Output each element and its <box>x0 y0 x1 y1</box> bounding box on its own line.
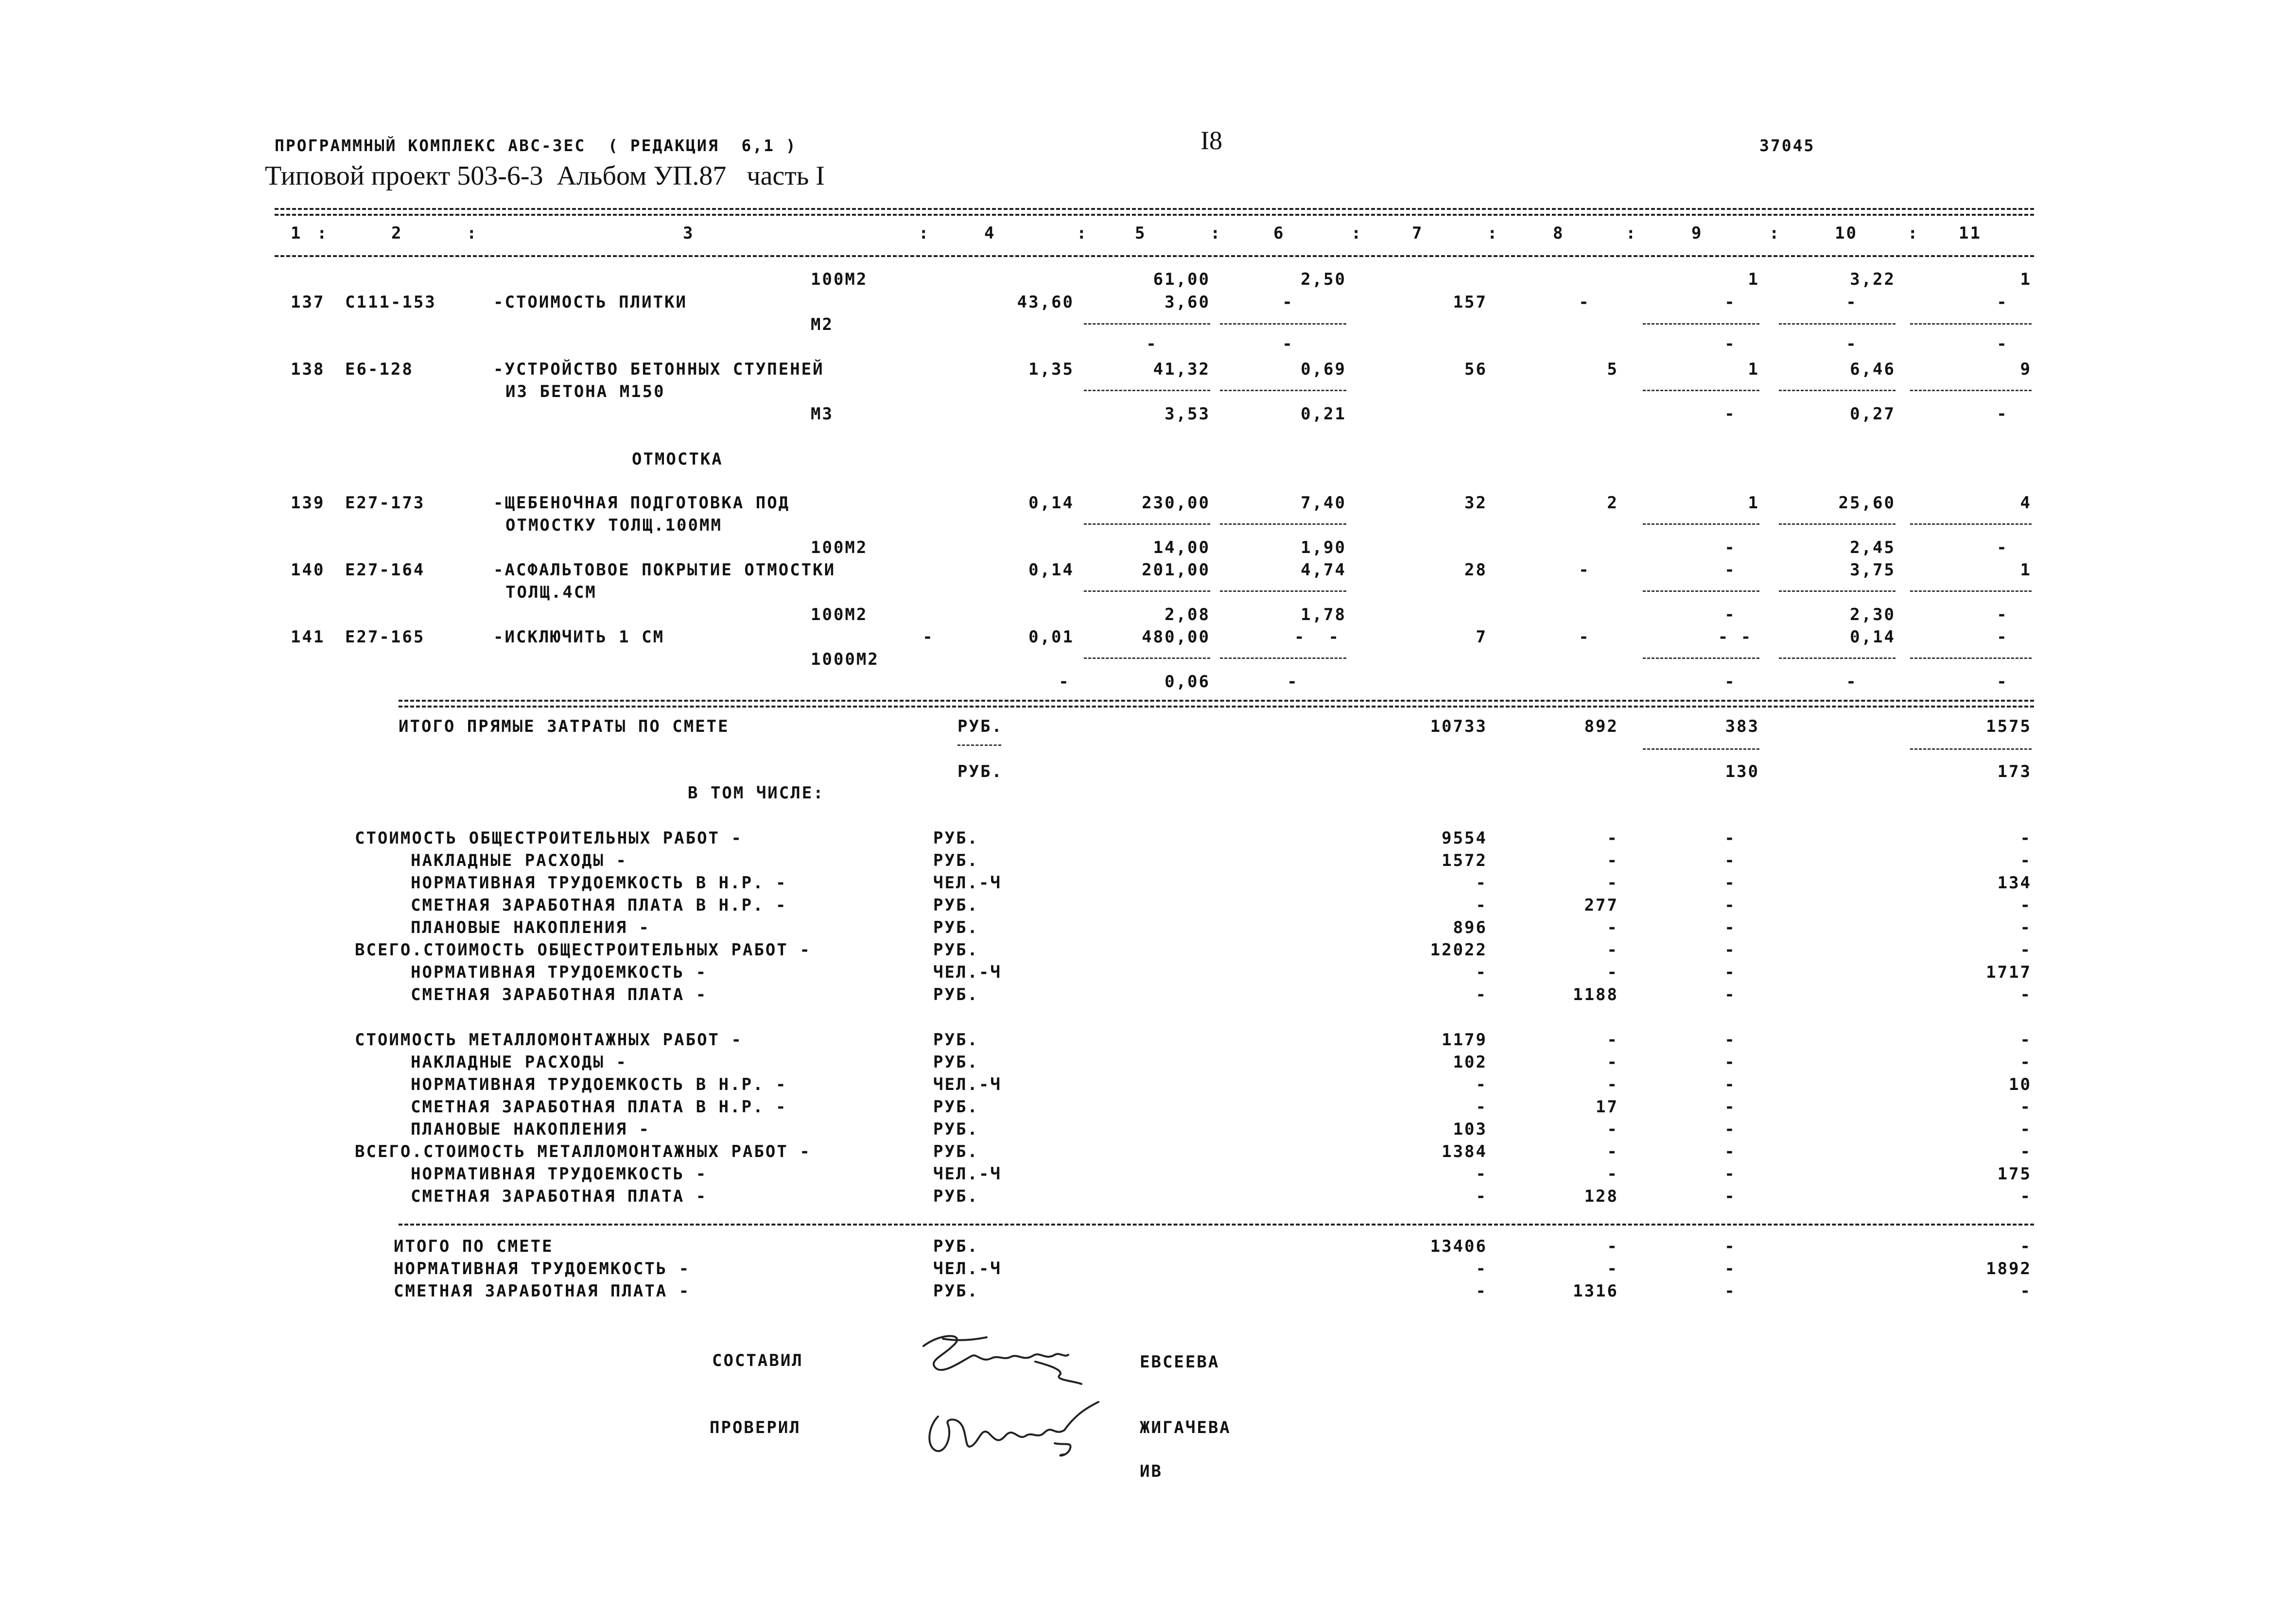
summary-c11: - <box>2020 918 2032 937</box>
total-direct-c9: 383 <box>1725 717 1759 736</box>
unit: М2 <box>811 315 834 334</box>
column-separator: : <box>1769 224 1781 243</box>
cell: 25,60 <box>1838 493 1896 513</box>
cell: 1 <box>1748 360 1759 379</box>
column-separator: : <box>1908 224 1919 243</box>
cell: 28 <box>1464 560 1487 580</box>
cell: 7,40 <box>1301 493 1346 513</box>
sub-rule <box>1779 523 1896 525</box>
cell: 0,14 <box>1028 560 1074 580</box>
row-code: Е27-164 <box>345 560 425 580</box>
row-name-cont: ОТМОСТКУ ТОЛЩ.100ММ <box>505 516 722 535</box>
row-name-cont: ТОЛЩ.4СМ <box>505 583 597 602</box>
cell: 4,74 <box>1301 560 1346 580</box>
checked-label: ПРОВЕРИЛ <box>710 1418 801 1437</box>
summary-label: НОРМАТИВНАЯ ТРУДОЕМКОСТЬ - <box>411 963 708 982</box>
summary-c11: - <box>2020 1120 2032 1139</box>
cell: - <box>1287 672 1299 691</box>
page-number: I8 <box>1200 126 1222 155</box>
cell: 230,00 <box>1142 493 1210 513</box>
cell: 0,14 <box>1028 493 1074 513</box>
summary-c8: - <box>1607 873 1618 893</box>
cell: - <box>1997 605 2008 624</box>
summary-c8: 277 <box>1584 896 1618 915</box>
summary-c7: 1384 <box>1442 1142 1487 1161</box>
summary-c11: - <box>2020 1030 2032 1050</box>
unit: 100М2 <box>811 605 868 624</box>
summary-c11: - <box>2020 829 2032 848</box>
cell: 3,53 <box>1165 404 1210 424</box>
summary-unit: РУБ. <box>933 1053 979 1072</box>
summary-label: СТОИМОСТЬ ОБЩЕСТРОИТЕЛЬНЫХ РАБОТ - <box>355 829 743 848</box>
cell: - <box>1146 334 1158 354</box>
summary-c8: - <box>1607 940 1618 960</box>
column-separator: : <box>317 224 329 243</box>
cell: 157 <box>1453 293 1487 312</box>
summary-c9: - <box>1724 1259 1736 1279</box>
cell: - <box>922 627 934 647</box>
row-name: -ИСКЛЮЧИТЬ 1 СМ <box>493 627 665 647</box>
including-heading: В ТОМ ЧИСЛЕ: <box>688 783 825 803</box>
sub-rule <box>1910 523 2032 525</box>
summary-c8: 1316 <box>1573 1281 1618 1301</box>
summary-c11: - <box>2020 896 2032 915</box>
summary-c11: - <box>2020 1053 2032 1072</box>
total-direct-c11b: 173 <box>1997 762 2032 781</box>
summary-c7: 896 <box>1453 918 1487 937</box>
summary-c9: - <box>1724 1281 1736 1301</box>
summary-c11: - <box>2020 1187 2032 1206</box>
summary-c11: 10 <box>2009 1075 2032 1094</box>
checked-name: ЖИГАЧЕВА <box>1140 1418 1231 1437</box>
summary-c9: - <box>1724 1142 1736 1161</box>
section-title: ОТМОСТКА <box>632 449 723 469</box>
final-rule <box>399 1224 2034 1226</box>
summary-unit: ЧЕЛ.-Ч <box>933 873 1002 893</box>
summary-c7: 103 <box>1453 1120 1487 1139</box>
summary-c9: - <box>1724 851 1736 870</box>
cell: - <box>1724 334 1736 354</box>
column-header: 2 <box>391 224 403 243</box>
summary-label: НАКЛАДНЫЕ РАСХОДЫ - <box>411 1053 627 1072</box>
cell: 14,00 <box>1153 538 1210 557</box>
cell: 56 <box>1464 360 1487 379</box>
unit: 1000М2 <box>811 650 879 669</box>
summary-label: ИТОГО ПО СМЕТЕ <box>394 1237 554 1256</box>
cell: - <box>1724 672 1736 691</box>
summary-c7: - <box>1476 1097 1487 1117</box>
summary-label: НОРМАТИВНАЯ ТРУДОЕМКОСТЬ - <box>411 1164 708 1184</box>
summary-c7: - <box>1476 985 1487 1004</box>
summary-unit: РУБ. <box>933 1187 979 1206</box>
sub-rule <box>1220 657 1346 659</box>
summary-c11: 175 <box>1997 1164 2032 1184</box>
cell: 2,45 <box>1850 538 1896 557</box>
sub-rule <box>1220 523 1346 525</box>
summary-c7: 9554 <box>1442 829 1487 848</box>
summary-c9: - <box>1724 918 1736 937</box>
cell: - <box>1846 293 1858 312</box>
summary-c7: 13406 <box>1430 1237 1487 1256</box>
cell: 41,32 <box>1153 360 1210 379</box>
sub-rule <box>1910 657 2032 659</box>
summary-c9: - <box>1724 1030 1736 1050</box>
summary-unit: РУБ. <box>933 940 979 960</box>
column-header: 3 <box>683 224 695 243</box>
table-top-rule-2 <box>275 214 2034 216</box>
row-code: Е27-173 <box>345 493 425 513</box>
column-header: 4 <box>984 224 996 243</box>
column-separator: : <box>919 224 930 243</box>
cell: - - <box>1718 627 1753 647</box>
cell: 2,08 <box>1165 605 1210 624</box>
summary-c8: 1188 <box>1573 985 1618 1004</box>
row-code: Е6-128 <box>345 360 414 379</box>
summary-unit: РУБ. <box>933 829 979 848</box>
summary-label: НОРМАТИВНАЯ ТРУДОЕМКОСТЬ В Н.Р. - <box>411 873 787 893</box>
summary-label: СМЕТНАЯ ЗАРАБОТНАЯ ПЛАТА В Н.Р. - <box>411 1097 787 1117</box>
summary-c8: - <box>1607 963 1618 982</box>
summary-unit: РУБ. <box>933 1281 979 1301</box>
summary-c9: - <box>1724 1075 1736 1094</box>
cell: 61,00 <box>1153 270 1210 289</box>
cell: 0,69 <box>1301 360 1346 379</box>
summary-c7: 102 <box>1453 1053 1487 1072</box>
summary-label: ПЛАНОВЫЕ НАКОПЛЕНИЯ - <box>411 918 650 937</box>
cell: 1 <box>1748 270 1759 289</box>
cell: 201,00 <box>1142 560 1210 580</box>
summary-label: СТОИМОСТЬ МЕТАЛЛОМОНТАЖНЫХ РАБОТ - <box>355 1030 743 1050</box>
cell: 0,01 <box>1028 627 1074 647</box>
sub-rule <box>1220 590 1346 592</box>
column-separator: : <box>1077 224 1088 243</box>
column-header: 9 <box>1691 224 1703 243</box>
cell: 0,27 <box>1850 404 1896 424</box>
summary-c9: - <box>1724 1237 1736 1256</box>
total-direct-c9b: 130 <box>1725 762 1759 781</box>
initials: ИВ <box>1140 1462 1163 1481</box>
summary-unit: ЧЕЛ.-Ч <box>933 1075 1002 1094</box>
total-direct-unit-2: РУБ. <box>957 762 1003 781</box>
total-direct-c11: 1575 <box>1986 717 2032 736</box>
column-header: 7 <box>1412 224 1424 243</box>
summary-c7: - <box>1476 1187 1487 1206</box>
cell: - <box>1579 627 1590 647</box>
summary-c8: - <box>1607 1030 1618 1050</box>
summary-c7: 1179 <box>1442 1030 1487 1050</box>
row-code: С111-153 <box>345 293 436 312</box>
sub-rule <box>1643 657 1759 659</box>
summary-c9: - <box>1724 1120 1736 1139</box>
sub-rule <box>1643 590 1759 592</box>
cell: - <box>1579 293 1590 312</box>
cell: - <box>1059 672 1070 691</box>
column-header-rule <box>275 255 2034 257</box>
column-header: 10 <box>1835 224 1858 243</box>
summary-c9: - <box>1724 1053 1736 1072</box>
sub-rule <box>1643 523 1759 525</box>
summary-c7: - <box>1476 1281 1487 1301</box>
sub-rule <box>1084 523 1210 525</box>
summary-c7: - <box>1476 896 1487 915</box>
unit: 100М2 <box>811 538 868 557</box>
summary-c7: - <box>1476 1075 1487 1094</box>
sub-rule <box>1643 748 1759 750</box>
summary-c8: - <box>1607 829 1618 848</box>
cell: - <box>1724 538 1736 557</box>
unit: 100М2 <box>811 270 868 289</box>
summary-c7: 12022 <box>1430 940 1487 960</box>
cell: 2,50 <box>1301 270 1346 289</box>
column-separator: : <box>467 224 478 243</box>
row-number: 141 <box>291 627 325 647</box>
sub-rule <box>1643 390 1759 391</box>
summary-c8: - <box>1607 1120 1618 1139</box>
summary-c9: - <box>1724 940 1736 960</box>
cell: 0,14 <box>1850 627 1896 647</box>
summary-label: СМЕТНАЯ ЗАРАБОТНАЯ ПЛАТА - <box>411 1187 708 1206</box>
document-code: 37045 <box>1759 136 1815 155</box>
summary-label: НОРМАТИВНАЯ ТРУДОЕМКОСТЬ - <box>394 1259 691 1279</box>
sub-rule <box>1084 590 1210 592</box>
cell: 1 <box>2020 560 2032 580</box>
cell: - <box>1846 672 1858 691</box>
sub-rule <box>1779 323 1896 325</box>
cell: 0,21 <box>1301 404 1346 424</box>
summary-label: НОРМАТИВНАЯ ТРУДОЕМКОСТЬ В Н.Р. - <box>411 1075 787 1094</box>
summary-c9: - <box>1724 873 1736 893</box>
column-separator: : <box>1351 224 1363 243</box>
summary-c9: - <box>1724 896 1736 915</box>
cell: 9 <box>2020 360 2032 379</box>
signature-zhigacheva <box>919 1397 1113 1475</box>
total-direct-c7: 10733 <box>1430 717 1487 736</box>
summary-label: ПЛАНОВЫЕ НАКОПЛЕНИЯ - <box>411 1120 650 1139</box>
summary-c11: 134 <box>1997 873 2032 893</box>
program-header: ПРОГРАММНЫЙ КОМПЛЕКС АВС-ЗЕС ( РЕДАКЦИЯ 6,1 ) <box>275 136 797 155</box>
cell: 43,60 <box>1017 293 1074 312</box>
cell: 1 <box>2020 270 2032 289</box>
summary-c9: - <box>1724 829 1736 848</box>
cell: - <box>1997 293 2008 312</box>
cell: 6,46 <box>1850 360 1896 379</box>
summary-c11: - <box>2020 1142 2032 1161</box>
summary-c8: - <box>1607 1075 1618 1094</box>
row-name: -ЩЕБЕНОЧНАЯ ПОДГОТОВКА ПОД <box>493 493 790 513</box>
summary-c8: 128 <box>1584 1187 1618 1206</box>
sub-rule <box>1779 590 1896 592</box>
sub-rule <box>1910 590 2032 592</box>
sub-rule <box>1910 748 2032 750</box>
summary-c11: - <box>2020 851 2032 870</box>
summary-c11: - <box>2020 940 2032 960</box>
cell: 7 <box>1476 627 1487 647</box>
summary-label: ВСЕГО.СТОИМОСТЬ МЕТАЛЛОМОНТАЖНЫХ РАБОТ - <box>355 1142 811 1161</box>
summary-c8: - <box>1607 1142 1618 1161</box>
summary-unit: ЧЕЛ.-Ч <box>933 1259 1002 1279</box>
summary-unit: ЧЕЛ.-Ч <box>933 963 1002 982</box>
column-separator: : <box>1210 224 1222 243</box>
summary-c7: - <box>1476 1259 1487 1279</box>
summary-c8: - <box>1607 1237 1618 1256</box>
summary-c8: - <box>1607 918 1618 937</box>
row-number: 139 <box>291 493 325 513</box>
summary-unit: ЧЕЛ.-Ч <box>933 1164 1002 1184</box>
cell: - <box>1579 560 1590 580</box>
summary-c9: - <box>1724 1097 1736 1117</box>
summary-unit: РУБ. <box>933 918 979 937</box>
cell: 3,75 <box>1850 560 1896 580</box>
summary-unit: РУБ. <box>933 1142 979 1161</box>
summary-c8: - <box>1607 1164 1618 1184</box>
column-header: 6 <box>1273 224 1285 243</box>
column-separator: : <box>1487 224 1499 243</box>
row-name: -АСФАЛЬТОВОЕ ПОКРЫТИЕ ОТМОСТКИ <box>493 560 836 580</box>
summary-label: СМЕТНАЯ ЗАРАБОТНАЯ ПЛАТА В Н.Р. - <box>411 896 787 915</box>
summary-c11: - <box>2020 1097 2032 1117</box>
summary-c11: - <box>2020 1237 2032 1256</box>
summary-unit: РУБ. <box>933 1237 979 1256</box>
total-direct-unit: РУБ. <box>957 717 1003 736</box>
column-header: 5 <box>1135 224 1147 243</box>
summary-c8: - <box>1607 1053 1618 1072</box>
column-header: 11 <box>1959 224 1982 243</box>
summary-c9: - <box>1724 1164 1736 1184</box>
cell: 4 <box>2020 493 2032 513</box>
cell: - <box>1724 560 1736 580</box>
cell: 2,30 <box>1850 605 1896 624</box>
summary-c11: - <box>2020 1281 2032 1301</box>
summary-c8: - <box>1607 851 1618 870</box>
compiled-name: ЕВСЕЕВА <box>1140 1352 1220 1372</box>
summary-label: ВСЕГО.СТОИМОСТЬ ОБЩЕСТРОИТЕЛЬНЫХ РАБОТ - <box>355 940 811 960</box>
summary-label: СМЕТНАЯ ЗАРАБОТНАЯ ПЛАТА - <box>394 1281 691 1301</box>
sub-rule <box>1910 390 2032 391</box>
summary-unit: РУБ. <box>933 985 979 1004</box>
cell: - <box>1282 293 1294 312</box>
cell: 480,00 <box>1142 627 1210 647</box>
summary-c7: - <box>1476 873 1487 893</box>
cell: - <box>1724 404 1736 424</box>
summary-c9: - <box>1724 985 1736 1004</box>
row-number: 140 <box>291 560 325 580</box>
summary-unit: РУБ. <box>933 1097 979 1117</box>
project-title: Типовой проект 503-6-3 Альбом УП.87 часть I <box>265 161 825 191</box>
cell: - - <box>1294 627 1340 647</box>
summary-c8: - <box>1607 1259 1618 1279</box>
sub-rule <box>1910 323 2032 325</box>
cell: 2 <box>1607 493 1618 513</box>
cell: 32 <box>1464 493 1487 513</box>
sub-rule <box>1779 657 1896 659</box>
totals-rule-2 <box>399 706 2034 708</box>
cell: 5 <box>1607 360 1618 379</box>
summary-label: СМЕТНАЯ ЗАРАБОТНАЯ ПЛАТА - <box>411 985 708 1004</box>
sub-rule <box>1084 657 1210 659</box>
cell: 1 <box>1748 493 1759 513</box>
summary-c9: - <box>1724 963 1736 982</box>
cell: - <box>1997 404 2008 424</box>
sub-rule <box>1084 323 1210 325</box>
cell: 1,35 <box>1028 360 1074 379</box>
cell: - <box>1997 538 2008 557</box>
summary-c11: 1717 <box>1986 963 2032 982</box>
total-direct-c8: 892 <box>1584 717 1618 736</box>
cell: 1,90 <box>1301 538 1346 557</box>
summary-c9: - <box>1724 1187 1736 1206</box>
summary-c11: - <box>2020 985 2032 1004</box>
summary-c7: 1572 <box>1442 851 1487 870</box>
sub-rule <box>1084 390 1210 391</box>
sub-rule <box>1220 390 1346 391</box>
row-number: 137 <box>291 293 325 312</box>
row-name: -СТОИМОСТЬ ПЛИТКИ <box>493 293 687 312</box>
cell: 1,78 <box>1301 605 1346 624</box>
summary-unit: РУБ. <box>933 851 979 870</box>
cell: - <box>1846 334 1858 354</box>
row-number: 138 <box>291 360 325 379</box>
sub-rule <box>1643 323 1759 325</box>
row-code: Е27-165 <box>345 627 425 647</box>
summary-unit: РУБ. <box>933 896 979 915</box>
cell: 0,06 <box>1165 672 1210 691</box>
summary-label: НАКЛАДНЫЕ РАСХОДЫ - <box>411 851 627 870</box>
summary-c7: - <box>1476 1164 1487 1184</box>
column-header: 1 <box>291 224 302 243</box>
cell: - <box>1997 334 2008 354</box>
sub-rule <box>957 744 1001 746</box>
cell: 3,60 <box>1165 293 1210 312</box>
total-direct-label: ИТОГО ПРЯМЫЕ ЗАТРАТЫ ПО СМЕТЕ <box>399 717 730 736</box>
totals-rule <box>399 700 2034 702</box>
cell: - <box>1282 334 1294 354</box>
summary-unit: РУБ. <box>933 1120 979 1139</box>
summary-c8: 17 <box>1596 1097 1618 1117</box>
cell: - <box>1997 627 2008 647</box>
cell: - <box>1997 672 2008 691</box>
column-header: 8 <box>1553 224 1565 243</box>
cell: - <box>1724 293 1736 312</box>
signature-evseeva <box>914 1327 1098 1390</box>
table-top-rule <box>275 208 2034 210</box>
column-separator: : <box>1626 224 1637 243</box>
row-name-cont: ИЗ БЕТОНА М150 <box>505 382 665 401</box>
summary-c7: - <box>1476 963 1487 982</box>
cell: 3,22 <box>1850 270 1896 289</box>
sub-rule <box>1779 390 1896 391</box>
summary-unit: РУБ. <box>933 1030 979 1050</box>
compiled-label: СОСТАВИЛ <box>712 1351 803 1370</box>
unit: М3 <box>811 404 834 424</box>
row-name: -УСТРОЙСТВО БЕТОННЫХ СТУПЕНЕЙ <box>493 360 824 379</box>
cell: - <box>1724 605 1736 624</box>
summary-c11: 1892 <box>1986 1259 2032 1279</box>
sub-rule <box>1220 323 1346 325</box>
